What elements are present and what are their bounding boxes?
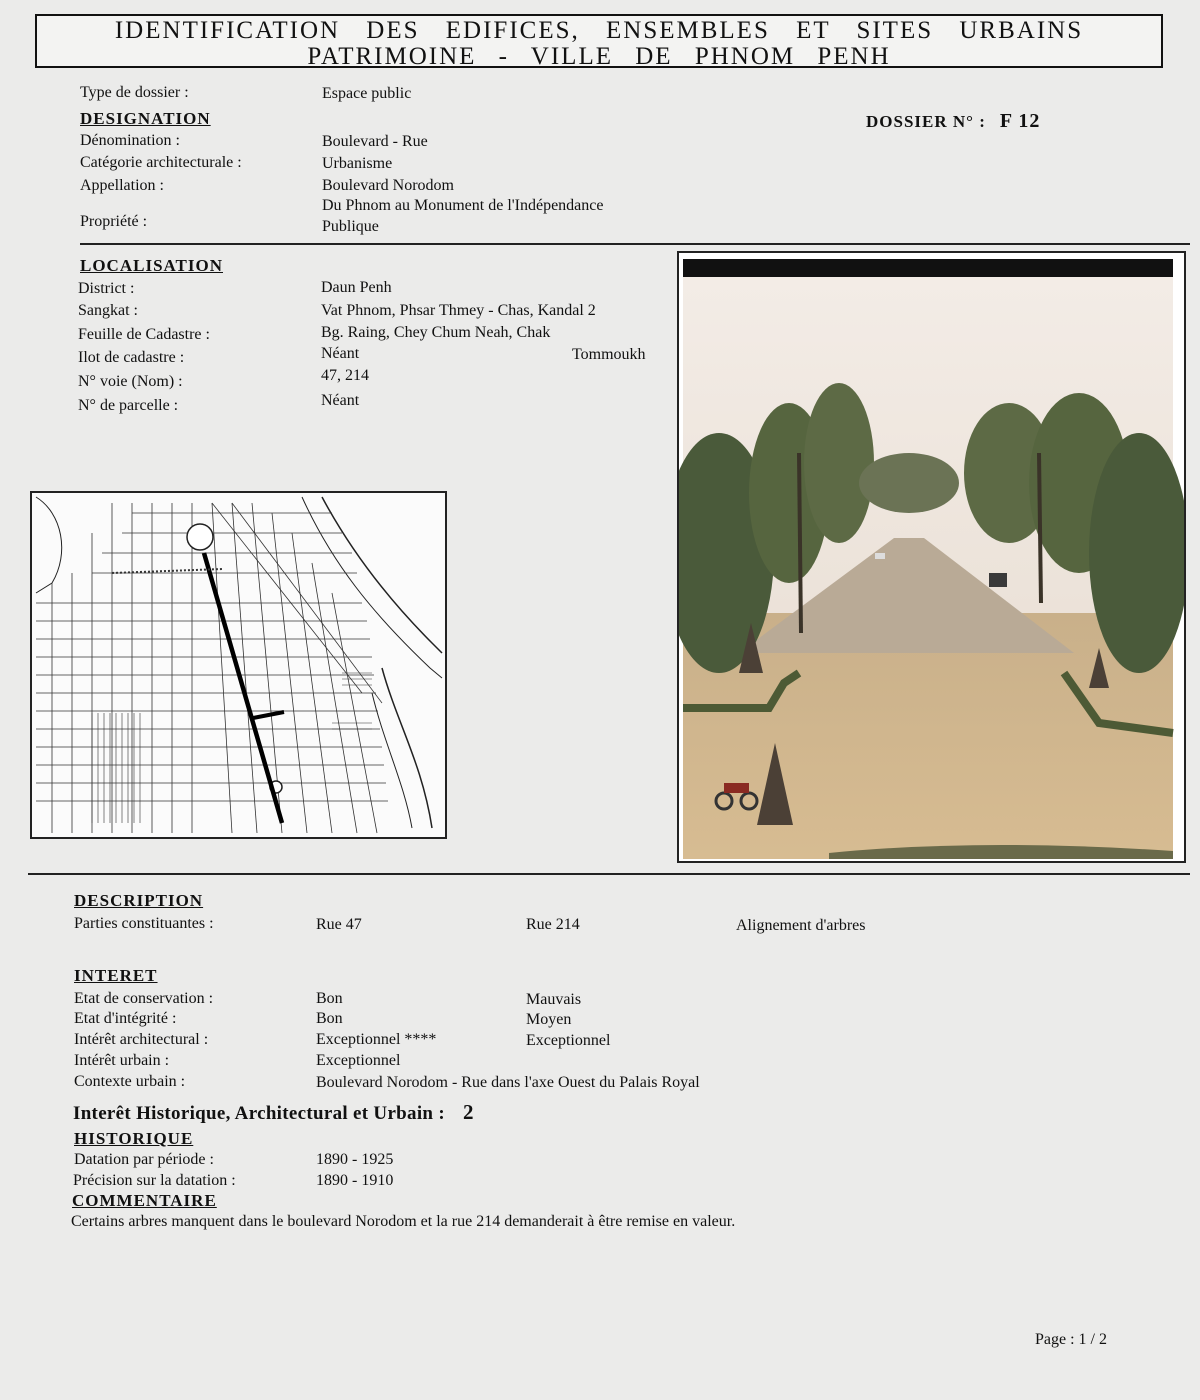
- sangkat-label: Sangkat :: [78, 302, 138, 319]
- commentaire-heading: COMMENTAIRE: [72, 1191, 217, 1210]
- datation-label: Datation par période :: [74, 1151, 214, 1168]
- localisation-heading: LOCALISATION: [80, 256, 223, 275]
- street-map-drawing: [32, 493, 445, 837]
- interet-urbain-value: Exceptionnel: [316, 1052, 401, 1069]
- feuille-cadastre-value: Bg. Raing, Chey Chum Neah, Chak: [321, 324, 551, 341]
- partie-rue-47: Rue 47: [316, 916, 362, 933]
- district-value: Daun Penh: [321, 279, 392, 296]
- etat-integrite-label: Etat d'intégrité :: [74, 1010, 177, 1027]
- parties-constituantes-label: Parties constituantes :: [74, 915, 214, 932]
- document-title: [35, 14, 1163, 68]
- divider-middle: [28, 873, 1190, 875]
- interet-architectural-value-2: Exceptionnel: [526, 1032, 611, 1049]
- page-number: Page : 1 / 2: [1035, 1331, 1107, 1348]
- precision-datation-label: Précision sur la datation :: [73, 1172, 236, 1189]
- parcelle-value: Néant: [321, 392, 360, 409]
- categorie-value: Urbanisme: [322, 155, 393, 172]
- type-dossier-value: Espace public: [322, 85, 412, 102]
- propriete-label: Propriété :: [80, 213, 148, 230]
- etat-integrite-value-2: Moyen: [526, 1011, 572, 1028]
- contexte-urbain-label: Contexte urbain :: [74, 1073, 186, 1090]
- interet-architectural-label: Intérêt architectural :: [74, 1031, 209, 1048]
- contexte-urbain-value: Boulevard Norodom - Rue dans l'axe Ouest du Palais Royal: [316, 1074, 700, 1091]
- etat-conservation-label: Etat de conservation :: [74, 990, 214, 1007]
- propriete-value: Publique: [322, 218, 379, 235]
- commentaire-text: Certains arbres manquent dans le boulevard Norodom et la rue 214 demanderait à être remise en valeur.: [71, 1213, 736, 1230]
- location-map: [30, 491, 447, 839]
- precision-datation-value: 1890 - 1910: [316, 1172, 394, 1189]
- appellation-value-1: Boulevard Norodom: [322, 177, 454, 194]
- datation-value: 1890 - 1925: [316, 1151, 394, 1168]
- etat-conservation-value-2: Mauvais: [526, 991, 582, 1008]
- feuille-cadastre-label: Feuille de Cadastre :: [78, 326, 210, 343]
- dossier-number: [866, 110, 1040, 133]
- interet-architectural-value-1: Exceptionnel ****: [316, 1031, 437, 1048]
- interet-heading: INTERET: [74, 966, 158, 985]
- partie-rue-214: Rue 214: [526, 916, 580, 933]
- district-label: District :: [78, 280, 135, 297]
- appellation-label: Appellation :: [80, 177, 164, 194]
- sangkat-value: Vat Phnom, Phsar Thmey - Chas, Kandal 2: [321, 302, 596, 319]
- title-line-2: PATRIMOINE - VILLE DE PHNOM PENH: [307, 43, 891, 70]
- ilot-cadastre-label: Ilot de cadastre :: [78, 349, 185, 366]
- dossier-number-value: F 12: [999, 110, 1041, 132]
- description-heading: DESCRIPTION: [74, 891, 204, 910]
- title-line-1: IDENTIFICATION DES EDIFICES, ENSEMBLES ET SITES URBAINS: [114, 17, 1084, 44]
- interet-total-value: 2: [462, 1100, 474, 1124]
- etat-conservation-value-1: Bon: [316, 990, 343, 1007]
- partie-alignement-arbres: Alignement d'arbres: [736, 917, 866, 934]
- voie-label: N° voie (Nom) :: [78, 373, 183, 390]
- interet-urbain-label: Intérêt urbain :: [74, 1052, 170, 1069]
- interet-total: [73, 1100, 474, 1125]
- designation-heading: DESIGNATION: [80, 109, 211, 128]
- historique-heading: HISTORIQUE: [74, 1129, 194, 1148]
- categorie-label: Catégorie architecturale :: [80, 154, 242, 171]
- interet-total-label: Interêt Historique, Architectural et Urbain :: [73, 1103, 445, 1124]
- appellation-value-2: Du Phnom au Monument de l'Indépendance: [322, 197, 604, 214]
- voie-value: 47, 214: [321, 367, 369, 384]
- boulevard-photo: [677, 251, 1186, 863]
- ilot-cadastre-value: Néant: [321, 345, 360, 362]
- denomination-value: Boulevard - Rue: [322, 133, 428, 150]
- etat-integrite-value-1: Bon: [316, 1010, 343, 1027]
- divider-top: [80, 243, 1190, 245]
- parcelle-label: N° de parcelle :: [78, 397, 179, 414]
- photo-illustration: [679, 253, 1184, 861]
- type-dossier-label: Type de dossier :: [80, 84, 189, 101]
- denomination-label: Dénomination :: [80, 132, 180, 149]
- dossier-number-label: DOSSIER N° :: [866, 112, 986, 131]
- ilot-cadastre-extra: Tommoukh: [572, 346, 646, 363]
